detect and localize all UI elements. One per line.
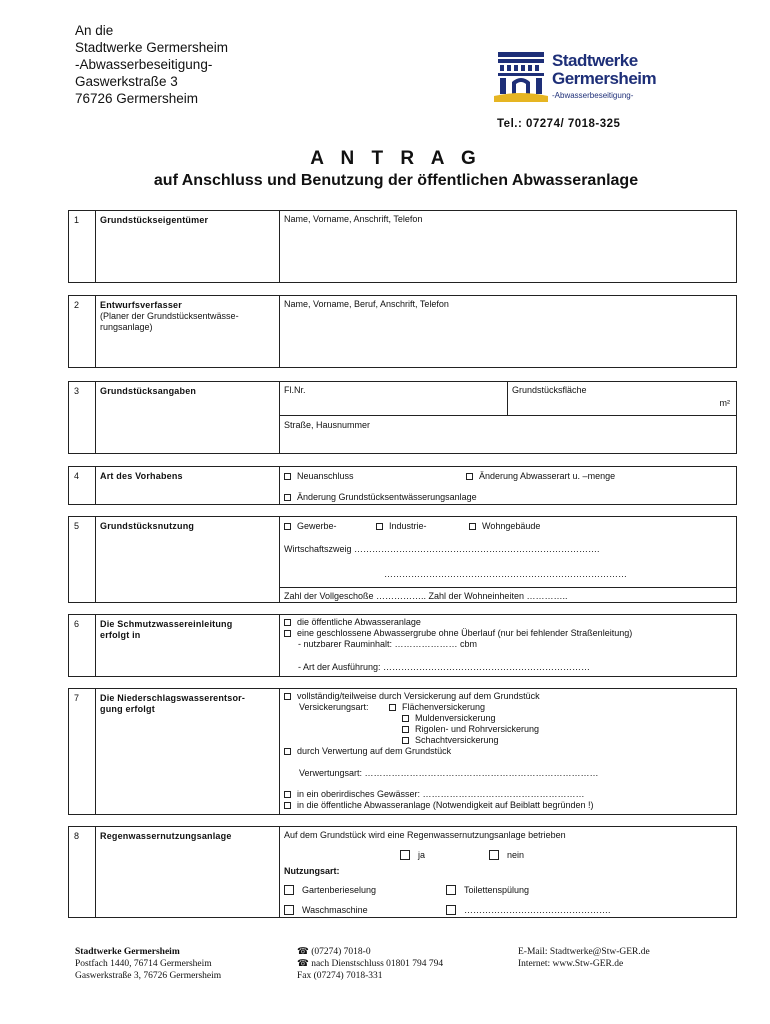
checkbox-icon[interactable] [284,885,294,895]
option-toilet-flushing[interactable]: Toilettenspülung [446,885,529,896]
section-label: Grundstückseigentümer [96,211,280,282]
option-residential[interactable]: Wohngebäude [469,521,540,532]
area-unit: m² [719,398,730,408]
option-shaft-infiltration[interactable]: Schachtversickerung [402,735,499,746]
section-number: 1 [69,211,96,282]
infiltration-type-label: Versickerungsart: [299,702,369,712]
checkbox-icon[interactable] [402,715,409,722]
option-change-drainage[interactable]: Änderung Grundstücksentwässerungsanlage [284,492,477,503]
section-sublabel: (Planer der Grundstücksentwässe- [100,311,239,321]
phone-number: Tel.: 07274/ 7018-325 [497,118,621,130]
usage-intro: Auf dem Grundstück wird eine Regenwassernutzungsanlage betrieben [284,830,566,840]
recipient-address [75,22,228,107]
section-number: 2 [69,296,96,367]
footer-line: Postfach 1440, 76714 Germersheim [75,959,212,969]
footer-line: Gaswerkstraße 3, 76726 Germersheim [75,971,222,981]
checkbox-icon[interactable] [284,619,291,626]
checkbox-icon[interactable] [446,905,456,915]
utilization-type-field[interactable]: Verwertungsart: …………………………………………………………………… [299,768,599,778]
option-commercial[interactable]: Gewerbe- [284,521,337,532]
option-washing-machine[interactable]: Waschmaschine [284,905,368,916]
address-line: Stadtwerke Germersheim [75,40,229,55]
section-label: Die Niederschlagswasserentsor- gung erfolgt [96,689,280,814]
option-new-connection[interactable]: Neuanschluss [284,471,354,482]
field-hint: Name, Vorname, Anschrift, Telefon [284,214,423,224]
checkbox-icon[interactable] [489,850,499,860]
footer-line: ☎ (07274) 7018-0 [297,947,371,957]
section-property-use [68,516,737,603]
option-utilization[interactable]: durch Verwertung auf dem Grundstück [284,746,451,757]
owner-field[interactable] [280,211,736,282]
footer-line: ☎ nach Dienstschluss 01801 794 794 [297,959,444,969]
section-property [68,381,737,454]
section-rainwater-disposal [68,688,737,815]
checkbox-icon[interactable] [446,885,456,895]
footer-company: Stadtwerke Germersheim [75,947,180,957]
section-number: 4 [69,467,96,504]
area-field[interactable]: Grundstücksfläche [512,385,587,395]
section-project-type [68,466,737,505]
checkbox-icon[interactable] [284,802,291,809]
capacity-field[interactable]: - nutzbarer Rauminhalt: ………………… cbm [298,639,478,649]
checkbox-icon[interactable] [469,523,476,530]
section-label: Grundstücksnutzung [96,517,280,602]
section-rainwater-usage [68,826,737,918]
section-label: Die Schmutzwassereinleitung erfolgt in [96,615,280,676]
designer-field[interactable] [280,296,736,367]
section-sublabel: rungsanlage) [100,322,153,332]
option-trough-infiltration[interactable]: Muldenversickerung [402,713,496,724]
checkbox-icon[interactable] [389,704,396,711]
section-number: 6 [69,615,96,676]
usage-type-label: Nutzungsart: [284,866,340,876]
street-field[interactable]: Straße, Hausnummer [284,420,371,430]
checkbox-icon[interactable] [284,523,291,530]
section-sewage-discharge [68,614,737,677]
checkbox-icon[interactable] [466,473,473,480]
footer-line: Fax (07274) 7018-331 [297,971,383,981]
option-surface-infiltration[interactable]: Flächenversickerung [389,702,485,713]
checkbox-icon[interactable] [400,850,410,860]
logo-text: Stadtwerke [552,51,638,70]
address-line: Gaswerkstraße 3 [75,74,178,89]
flnr-field[interactable]: Fl.Nr. [284,385,306,395]
section-number: 3 [69,382,96,453]
option-public-sewer[interactable]: die öffentliche Abwasseranlage [284,617,421,628]
option-no[interactable]: nein [489,850,524,861]
field-hint: Name, Vorname, Beruf, Anschrift, Telefon [284,299,449,309]
form-subtitle: auf Anschluss und Benutzung der öffentlichen Abwasseranlage [153,172,639,189]
form-title: A N T R A G [310,148,482,169]
footer-address [75,946,221,982]
checkbox-icon[interactable] [402,726,409,733]
building-logo-icon [494,50,548,102]
checkbox-icon[interactable] [284,630,291,637]
option-infiltration[interactable]: vollständig/teilweise durch Versickerung auf dem Grundstück [284,691,540,702]
section-number: 7 [69,689,96,814]
checkbox-icon[interactable] [284,905,294,915]
industry-field-continuation[interactable]: ……………………………………………………………………… [384,569,627,579]
footer-email[interactable]: E-Mail: Stadtwerke@Stw-GER.de [518,947,650,957]
footer-website[interactable]: Internet: www.Stw-GER.de [518,959,624,969]
option-yes[interactable]: ja [400,850,425,861]
address-line: 76726 Germersheim [75,91,199,106]
logo-text: Germersheim [552,69,657,88]
option-closed-pit[interactable]: eine geschlossene Abwassergrube ohne Überlauf (nur bei fehlender Straßenleitung) [284,628,632,639]
company-logo [494,50,684,106]
checkbox-icon[interactable] [284,494,291,501]
checkbox-icon[interactable] [402,737,409,744]
option-industrial[interactable]: Industrie- [376,521,427,532]
section-number: 8 [69,827,96,917]
logo-subtitle: -Abwasserbeseitigung- [552,91,634,100]
checkbox-icon[interactable] [284,693,291,700]
floors-units-field[interactable]: Zahl der Vollgeschoße …………….. Zahl der Wohneinheiten ………….. [284,591,568,601]
construction-type-field[interactable]: - Art der Ausführung: …………………………………………………………… [298,662,591,672]
section-label: Art des Vorhabens [96,467,280,504]
option-surface-water[interactable]: in ein oberirdisches Gewässer: ……………………………………………… [284,789,585,800]
option-change-wastewater[interactable]: Änderung Abwasserart u. –menge [466,471,615,482]
checkbox-icon[interactable] [284,748,291,755]
section-owner [68,210,737,283]
checkbox-icon[interactable] [284,791,291,798]
industry-field[interactable]: Wirtschaftszweig ………………………………………………………………………. [284,544,600,554]
footer-phone [297,946,443,982]
section-label: Grundstücksangaben [96,382,280,453]
section-label: Regenwassernutzungsanlage [96,827,280,917]
checkbox-icon[interactable] [284,473,291,480]
option-other-usage[interactable]: …………………………………………. [446,905,611,916]
footer-contact [518,946,650,970]
option-public-sewer-rain[interactable]: in die öffentliche Abwasseranlage (Notwendigkeit auf Beiblatt begründen !) [284,800,594,811]
address-line: -Abwasserbeseitigung- [75,57,213,72]
option-garden-irrigation[interactable]: Gartenberieselung [284,885,376,896]
section-designer [68,295,737,368]
address-line: An die [75,23,114,38]
section-label: Entwurfsverfasser (Planer der Grundstücksentwässe- rungsanlage) [96,296,280,367]
option-trench-infiltration[interactable]: Rigolen- und Rohrversickerung [402,724,539,735]
checkbox-icon[interactable] [376,523,383,530]
section-number: 5 [69,517,96,602]
